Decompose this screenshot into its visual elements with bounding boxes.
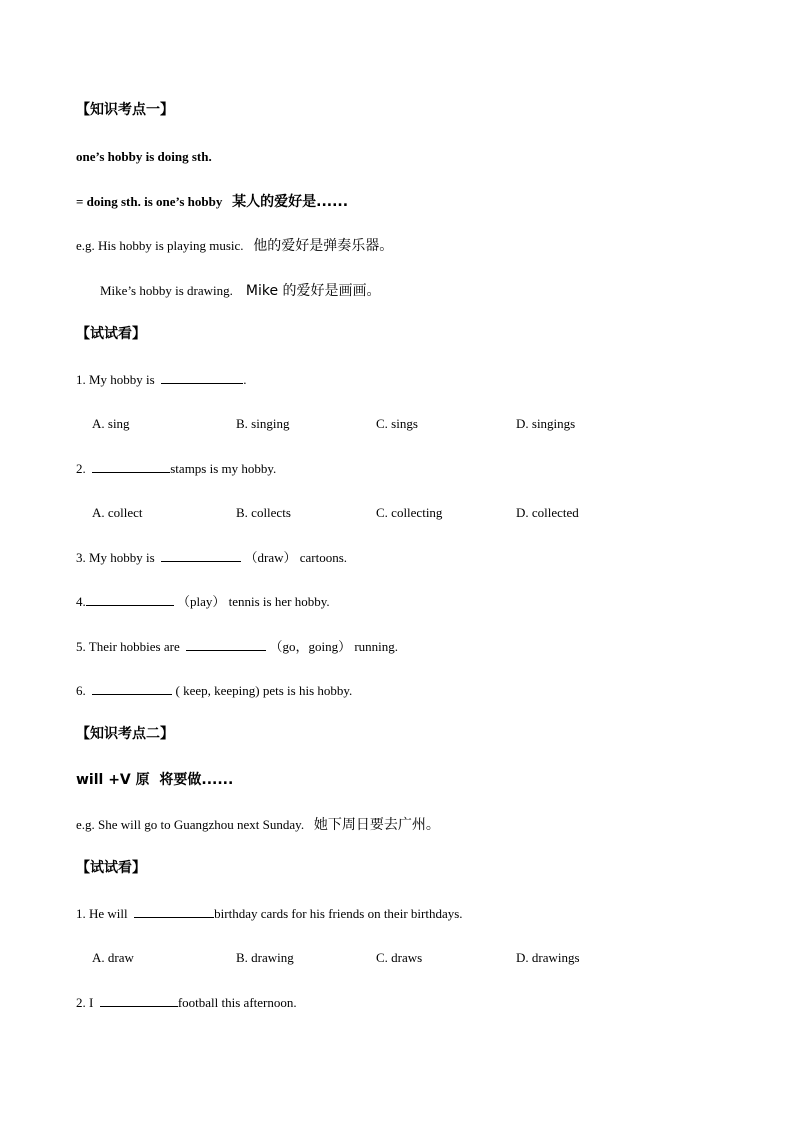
- practice1-q2: [76, 460, 276, 478]
- answer-blank[interactable]: [92, 460, 170, 473]
- answer-blank[interactable]: [92, 682, 172, 695]
- practice1-q5: [76, 638, 398, 656]
- example2-en: Mike’s hobby is drawing.: [100, 283, 233, 298]
- q2-suffix: stamps is my hobby.: [170, 461, 277, 476]
- practice1-heading: 【试试看】: [76, 327, 146, 342]
- practice1-q6: [76, 682, 352, 700]
- option-c[interactable]: C. collecting: [376, 505, 443, 520]
- section2-rule-en: will +V 原: [76, 772, 150, 788]
- q4-suffix: （play） tennis is her hobby.: [177, 594, 330, 609]
- option-b[interactable]: B. collects: [236, 505, 291, 520]
- option-d[interactable]: D. collected: [516, 505, 579, 520]
- section2-heading: 【知识考点二】: [76, 727, 174, 742]
- practice1-q3: [76, 549, 347, 567]
- option-d[interactable]: D. drawings: [516, 950, 580, 965]
- q2-prefix: 2.: [76, 461, 86, 476]
- answer-blank[interactable]: [161, 371, 243, 384]
- q4-prefix: 4.: [76, 594, 86, 609]
- section2-example-en: e.g. She will go to Guangzhou next Sunday.: [76, 817, 305, 832]
- option-a[interactable]: A. collect: [92, 505, 143, 520]
- practice2-q2: [76, 994, 297, 1012]
- q5-suffix: （go，going） running.: [269, 639, 399, 654]
- q1-suffix: .: [243, 372, 247, 387]
- example1-en: e.g. His hobby is playing music.: [76, 238, 244, 253]
- practice1-q1: [76, 371, 246, 389]
- section2-example-cn: 她下周日要去广州。: [313, 817, 440, 833]
- option-b[interactable]: B. drawing: [236, 950, 294, 965]
- q1-prefix: 1. My hobby is: [76, 372, 155, 387]
- option-a[interactable]: A. sing: [92, 416, 130, 431]
- rule-line2-en: = doing sth. is one’s hobby: [76, 194, 223, 209]
- option-b[interactable]: B. singing: [236, 416, 290, 431]
- option-c[interactable]: C. draws: [376, 950, 423, 965]
- option-d[interactable]: D. singings: [516, 416, 576, 431]
- practice2-heading: 【试试看】: [76, 861, 146, 876]
- answer-blank[interactable]: [86, 593, 174, 606]
- example1-cn: 他的爱好是弹奏乐器。: [253, 238, 394, 254]
- answer-blank[interactable]: [186, 638, 266, 651]
- q6-prefix: 6.: [76, 683, 86, 698]
- example2-cn: Mike 的爱好是画画。: [245, 283, 381, 299]
- section2-example: [76, 816, 440, 834]
- section2-rule: [76, 771, 233, 789]
- section1-heading: 【知识考点一】: [76, 103, 174, 118]
- answer-blank[interactable]: [161, 549, 241, 562]
- answer-blank[interactable]: [100, 994, 178, 1007]
- section1-example1: [76, 237, 393, 255]
- option-c[interactable]: C. sings: [376, 416, 418, 431]
- section2-rule-cn: 将要做......: [159, 772, 234, 788]
- q3-suffix: （draw） cartoons.: [244, 550, 348, 565]
- q3-prefix: 3. My hobby is: [76, 550, 155, 565]
- rule-line2-cn: 某人的爱好是......: [232, 194, 349, 210]
- practice1-q4: [76, 593, 330, 611]
- q6-suffix: ( keep, keeping) pets is his hobby.: [175, 683, 353, 698]
- answer-blank[interactable]: [134, 905, 214, 918]
- option-a[interactable]: A. draw: [92, 950, 134, 965]
- q5-prefix: 5. Their hobbies are: [76, 639, 180, 654]
- section1-example2: [100, 282, 381, 300]
- section1-rule-line2: [76, 193, 348, 211]
- practice2-q1: [76, 905, 463, 923]
- p2-q1-prefix: 1. He will: [76, 906, 128, 921]
- section1-rule-line1: one’s hobby is doing sth.: [76, 149, 212, 164]
- p2-q2-prefix: 2. I: [76, 995, 94, 1010]
- p2-q2-suffix: football this afternoon.: [177, 995, 297, 1010]
- p2-q1-suffix: birthday cards for his friends on their birthdays.: [214, 906, 463, 921]
